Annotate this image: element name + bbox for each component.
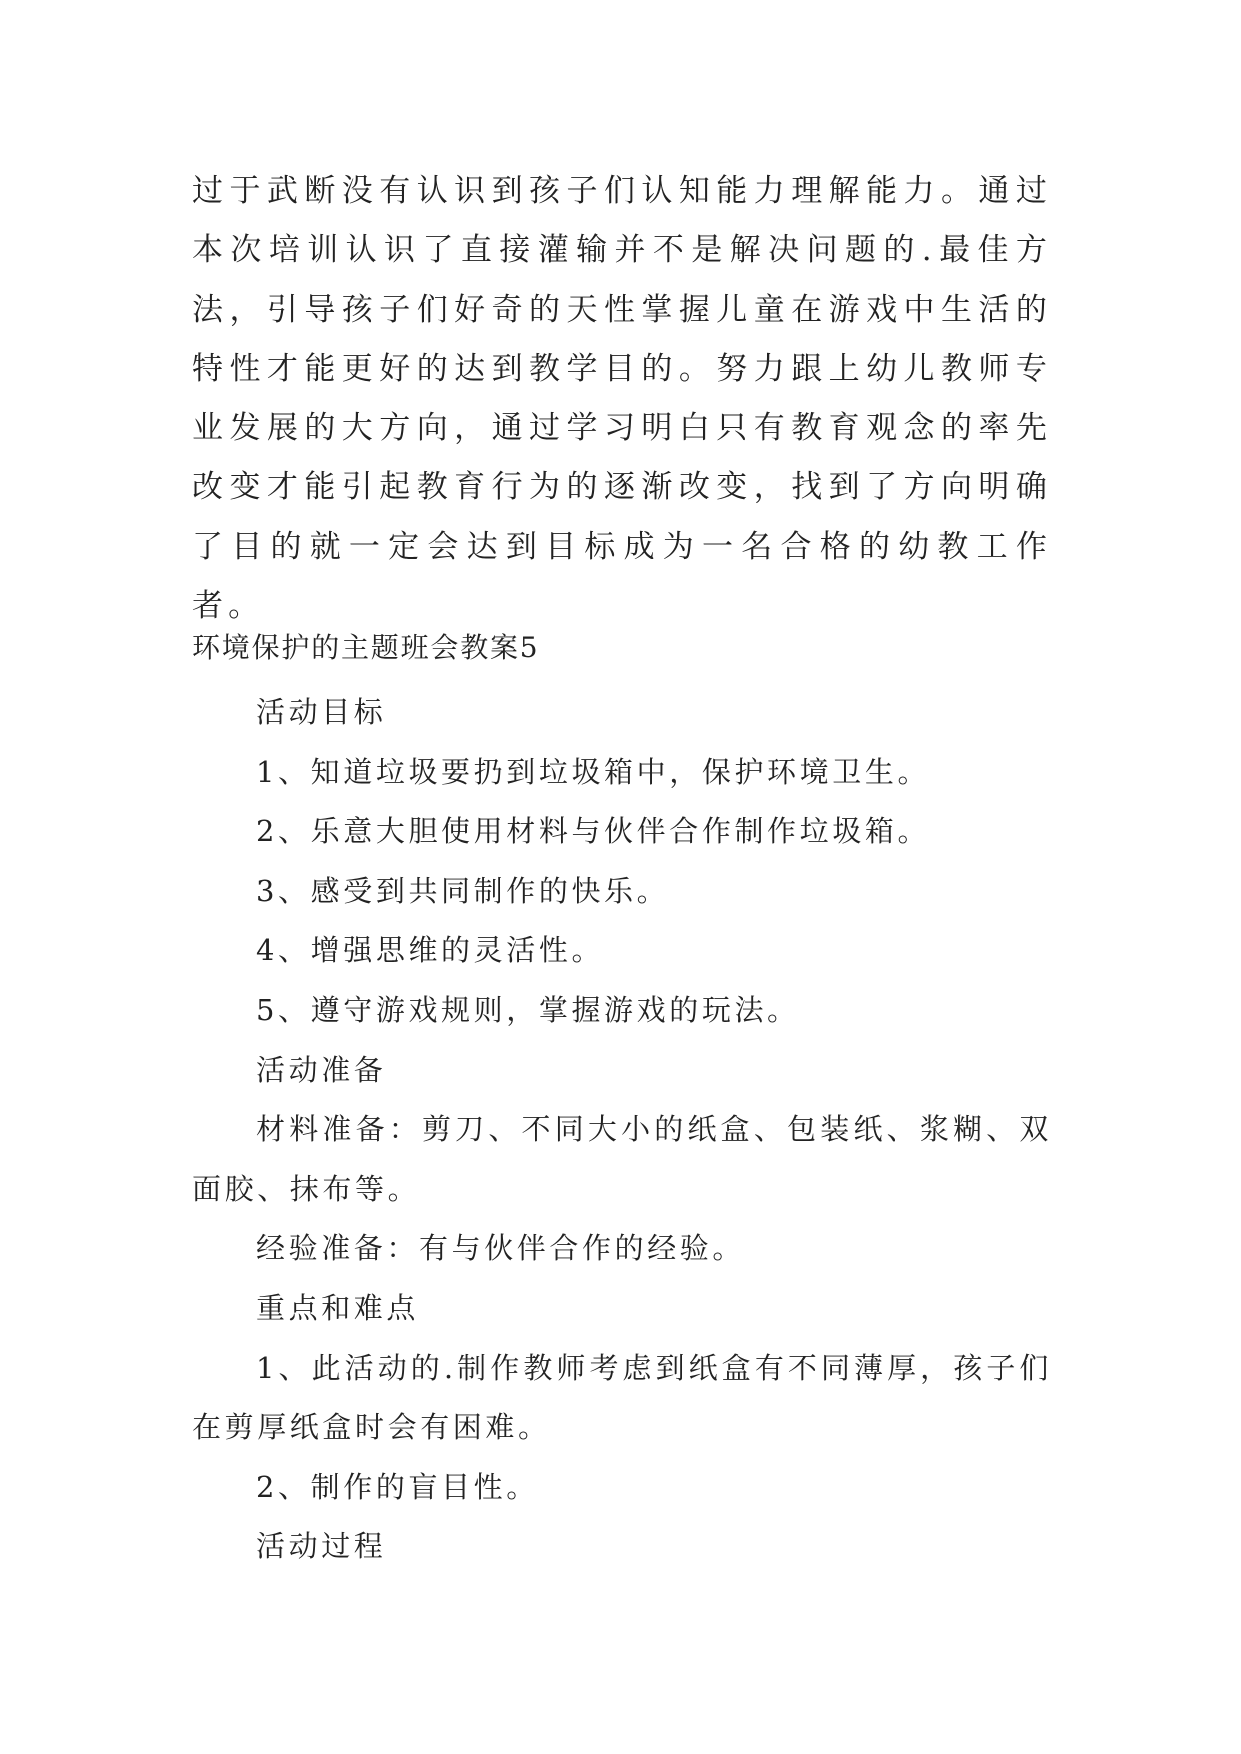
goal-item-2: 2、乐意大胆使用材料与伙伴合作制作垃圾箱。 <box>256 814 931 849</box>
experience-preparation: 经验准备：有与伙伴合作的经验。 <box>256 1231 746 1266</box>
key-point-2: 2、制作的盲目性。 <box>256 1469 539 1504</box>
heading-activity-goals: 活动目标 <box>256 695 387 729</box>
heading-activity-preparation: 活动准备 <box>256 1052 387 1087</box>
heading-key-points: 重点和难点 <box>256 1290 420 1325</box>
goal-item-1: 1、知道垃圾要扔到垃圾箱中，保护环境卫生。 <box>256 754 931 789</box>
key-point-1: 1、此活动的.制作教师考虑到纸盒有不同薄厚，孩子们在剪厚纸盒时会有困难。 <box>192 1350 1052 1445</box>
material-preparation: 材料准备：剪刀、不同大小的纸盒、包装纸、浆糊、双面胶、抹布等。 <box>192 1112 1052 1206</box>
goal-item-3: 3、感受到共同制作的快乐。 <box>256 873 670 908</box>
goal-item-5: 5、遵守游戏规则，掌握游戏的玩法。 <box>256 992 800 1027</box>
lesson-plan-body <box>192 683 1052 1577</box>
section-title: 环境保护的主题班会教案5 <box>192 631 540 664</box>
intro-paragraph: 过于武断没有认识到孩子们认知能力理解能力。通过本次培训认识了直接灌输并不是解决问题的.最佳方法，引导孩子们好奇的天性掌握儿童在游戏中生活的特性才能更好的达到教学目的。努力跟上幼儿教师专业发展的大方向，通过学习明白只有教育观念的率先改变才能引起教育行为的逐渐改变，找到了方向明确了目的就一定会达到目标成为一名合格的幼教工作者。 <box>192 173 1052 625</box>
goal-item-4: 4、增强思维的灵活性。 <box>256 933 605 968</box>
heading-activity-process: 活动过程 <box>256 1529 387 1564</box>
